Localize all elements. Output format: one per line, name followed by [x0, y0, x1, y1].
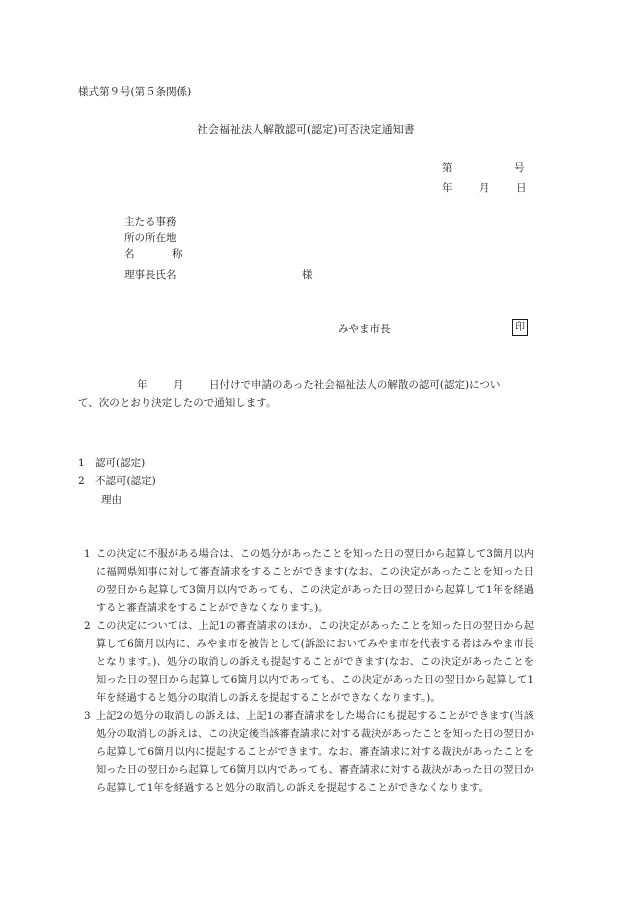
appeal-note-number: 3: [84, 711, 91, 722]
issue-number-suffix: 号: [514, 162, 525, 174]
issue-date-year: 年: [442, 182, 453, 194]
name-label-char-2: 称: [172, 248, 183, 260]
notice-month: 月: [173, 379, 184, 391]
decision-approve-number: 1: [78, 457, 85, 469]
decision-reject-label: 不認可(認定): [95, 475, 156, 487]
appeal-note: [84, 546, 534, 618]
office-address-label-line2: 所の所在地: [124, 232, 177, 244]
appeal-notes: [84, 546, 534, 798]
honorific: 様: [302, 269, 313, 281]
name-label-char-1: 名: [124, 248, 135, 260]
issuer-mayor: みやま市長: [338, 323, 391, 335]
notice-line-2: て、次のとおり決定したので通知します。: [78, 397, 277, 409]
notice-line-1-text: 日付けで申請のあった社会福祉法人の解散の認可(認定)につい: [209, 379, 501, 391]
form-number: 様式第９号(第５条関係): [78, 86, 192, 98]
decision-approve-label: 認可(認定): [95, 457, 146, 469]
director-name-label: 理事長氏名: [124, 269, 177, 281]
appeal-note-text: この決定に不服がある場合は、この処分があったことを知った日の翌日から起算して3箇月以内に福岡県知事に対して審査請求をすることができます(なお、この決定があったことを知った日の翌日から起算して3箇月以内であっても、この決定があった日の翌日から起算して1年を経過すると審査請求をすることができなくなります。)。: [96, 549, 534, 614]
document-title: 社会福祉法人解散認可(認定)可否決定通知書: [197, 123, 415, 136]
office-address-label-line1: 主たる事務: [124, 216, 177, 228]
appeal-note-number: 1: [84, 549, 91, 560]
issue-date-month: 月: [479, 182, 490, 194]
corporation-name-label: [124, 246, 183, 262]
appeal-note-number: 2: [84, 621, 91, 632]
appeal-note-text: この決定については、上記1の審査請求のほか、この決定があったことを知った日の翌日から起算して6箇月以内に、みやま市を被告として(訴訟においてみやま市を代表する者はみやま市長となります。)、処分の取消しの訴えも提起することができます(なお、この決定があったことを知った日の翌日から起算して6箇月以内であっても、この決定があった日の翌日から起算して1年を経過すると処分の取消しの訴えを提起することができなくなります。)。: [96, 621, 534, 704]
decision-reject-number: 2: [78, 475, 85, 487]
seal-stamp: 印: [512, 319, 528, 336]
notice-year: 年: [137, 379, 148, 391]
appeal-note: [84, 708, 534, 798]
issue-date-day: 日: [516, 182, 527, 194]
reason-label: 理由: [101, 494, 122, 506]
appeal-note: [84, 618, 534, 708]
appeal-note-text: 上記2の処分の取消しの訴えは、上記1の審査請求をした場合にも提起することができます(当該処分の取消しの訴えは、この決定後当該審査請求に対する裁決があったことを知った日の翌日から起算して6箇月以内に提起することができます。なお、審査請求に対する裁決があったことを知った日の翌日から起算して6箇月以内であっても、審査請求に対する裁決があった日の翌日から起算して1年を経過すると処分の取消しの訴えを提起することができなくなります。: [96, 711, 534, 794]
issue-number-prefix: 第: [442, 162, 453, 174]
